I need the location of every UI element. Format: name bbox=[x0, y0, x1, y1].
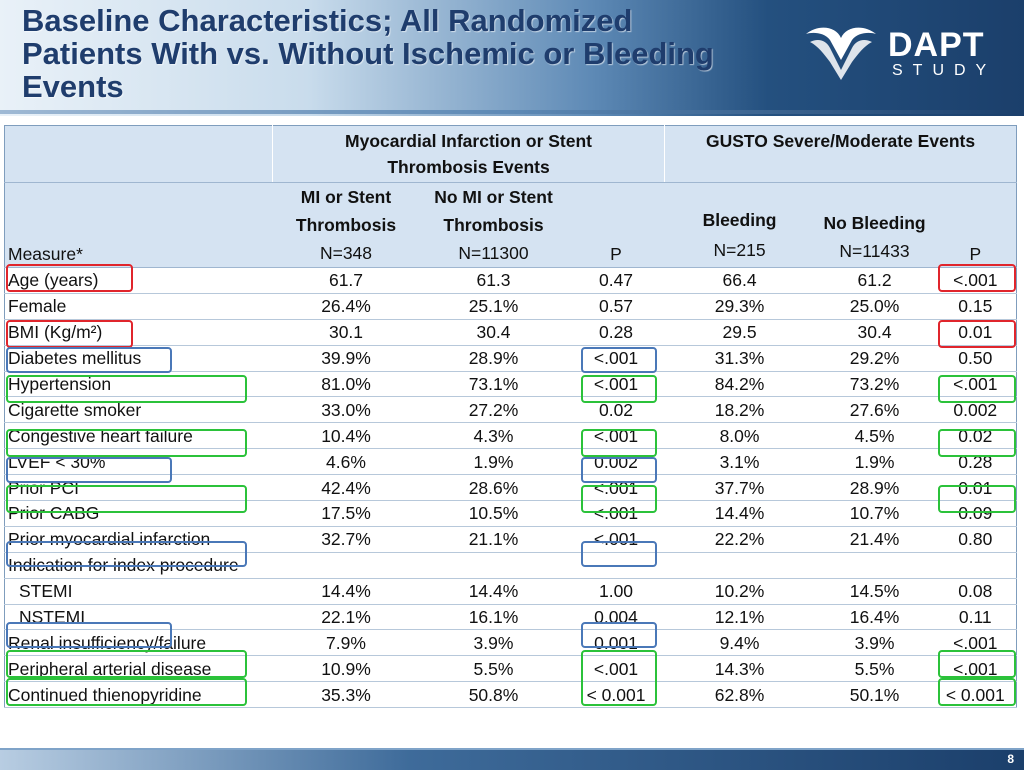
value-cell: 0.15 bbox=[935, 293, 1017, 319]
value-cell: 0.28 bbox=[935, 449, 1017, 475]
value-cell: <.001 bbox=[935, 268, 1017, 294]
value-cell: 9.4% bbox=[665, 630, 815, 656]
value-cell: 32.7% bbox=[273, 526, 420, 552]
table-row bbox=[5, 578, 1017, 604]
value-cell: 0.80 bbox=[935, 526, 1017, 552]
group-header-row bbox=[5, 126, 1017, 183]
page-number: 8 bbox=[1007, 752, 1014, 766]
value-cell: 17.5% bbox=[273, 501, 420, 527]
highlight-green-lvef bbox=[6, 429, 247, 457]
highlight-green-thieno bbox=[6, 678, 247, 706]
value-cell: <.001 bbox=[568, 526, 665, 552]
highlight-green-hypertension-p1 bbox=[581, 375, 657, 403]
value-cell: 29.5 bbox=[665, 319, 815, 345]
measure-cell: Female bbox=[5, 293, 273, 319]
dapt-logo bbox=[800, 22, 1010, 86]
title-line-1: Baseline Characteristics; All Randomized bbox=[22, 3, 633, 38]
measure-cell: Prior myocardial infarction bbox=[5, 526, 273, 552]
value-cell: 16.1% bbox=[420, 604, 568, 630]
highlight-green-peripheral-p2 bbox=[938, 650, 1016, 678]
value-cell: 14.4% bbox=[273, 578, 420, 604]
value-cell: 5.5% bbox=[815, 656, 935, 682]
measure-header: Measure* bbox=[5, 183, 273, 268]
highlight-blue-indication bbox=[6, 541, 247, 567]
value-cell: 0.02 bbox=[568, 397, 665, 423]
value-cell: <.001 bbox=[935, 371, 1017, 397]
value-cell: 37.7% bbox=[665, 475, 815, 501]
value-cell: 3.9% bbox=[815, 630, 935, 656]
slide-footer bbox=[0, 748, 1024, 770]
highlight-blue-indication-p bbox=[581, 541, 657, 567]
gusto-group-header: GUSTO Severe/Moderate Events bbox=[665, 126, 1017, 183]
value-cell: 8.0% bbox=[665, 423, 815, 449]
highlight-green-hypertension-p2 bbox=[938, 375, 1016, 403]
measure-cell: Diabetes mellitus bbox=[5, 345, 273, 371]
value-cell: 18.2% bbox=[665, 397, 815, 423]
value-cell: < 0.001 bbox=[568, 682, 665, 708]
value-cell: 22.2% bbox=[665, 526, 815, 552]
value-cell: 1.00 bbox=[568, 578, 665, 604]
value-cell: 62.8% bbox=[665, 682, 815, 708]
no-bleeding-header bbox=[815, 183, 935, 268]
value-cell: 0.08 bbox=[935, 578, 1017, 604]
measure-cell: Prior PCI bbox=[5, 475, 273, 501]
value-cell: 0.002 bbox=[568, 449, 665, 475]
value-cell: <.001 bbox=[568, 656, 665, 682]
highlight-green-prior-cabg-p1 bbox=[581, 485, 657, 513]
value-cell: 39.9% bbox=[273, 345, 420, 371]
title-line-2: Patients With vs. Without Ischemic or Bleeding bbox=[22, 36, 714, 71]
value-cell: 12.1% bbox=[665, 604, 815, 630]
highlight-green-thieno-p2 bbox=[938, 678, 1016, 706]
value-cell bbox=[815, 552, 935, 578]
dapt-heart-icon bbox=[800, 24, 882, 82]
n-mi-no: N=11300 bbox=[458, 243, 529, 263]
value-cell: 28.9% bbox=[420, 345, 568, 371]
subheader-row bbox=[5, 183, 1017, 268]
value-cell: 0.28 bbox=[568, 319, 665, 345]
value-cell bbox=[420, 552, 568, 578]
value-cell: 50.8% bbox=[420, 682, 568, 708]
value-cell: 0.11 bbox=[935, 604, 1017, 630]
value-cell: 1.9% bbox=[420, 449, 568, 475]
measure-cell: Indication for index procedure bbox=[5, 552, 273, 578]
measure-cell: LVEF < 30% bbox=[5, 449, 273, 475]
value-cell: 3.1% bbox=[665, 449, 815, 475]
value-cell bbox=[273, 552, 420, 578]
value-cell: 14.4% bbox=[665, 501, 815, 527]
value-cell: 61.3 bbox=[420, 268, 568, 294]
value-cell: <.001 bbox=[935, 656, 1017, 682]
table-row bbox=[5, 268, 1017, 294]
measure-cell: STEMI bbox=[5, 578, 273, 604]
characteristics-table bbox=[4, 125, 1017, 708]
value-cell bbox=[665, 552, 815, 578]
highlight-green-thieno-p1 bbox=[581, 650, 657, 706]
value-cell bbox=[935, 552, 1017, 578]
measure-cell: NSTEMI bbox=[5, 604, 273, 630]
measure-cell: Congestive heart failure bbox=[5, 423, 273, 449]
value-cell: <.001 bbox=[568, 475, 665, 501]
value-cell: < 0.001 bbox=[935, 682, 1017, 708]
n-mi-yes: N=348 bbox=[319, 243, 373, 263]
value-cell: 10.7% bbox=[815, 501, 935, 527]
title-line-3: Events bbox=[22, 69, 124, 104]
value-cell: 81.0% bbox=[273, 371, 420, 397]
highlight-green-lvef-p2 bbox=[938, 429, 1016, 457]
measure-cell: Cigarette smoker bbox=[5, 397, 273, 423]
mi-no-header bbox=[420, 183, 568, 268]
value-cell: 16.4% bbox=[815, 604, 935, 630]
value-cell: <.001 bbox=[568, 501, 665, 527]
value-cell: 0.47 bbox=[568, 268, 665, 294]
value-cell: 4.5% bbox=[815, 423, 935, 449]
value-cell: 0.09 bbox=[935, 501, 1017, 527]
highlight-red-age-measure bbox=[6, 264, 133, 292]
value-cell: 21.4% bbox=[815, 526, 935, 552]
highlight-green-peripheral bbox=[6, 650, 247, 678]
value-cell: 33.0% bbox=[273, 397, 420, 423]
value-cell: 29.2% bbox=[815, 345, 935, 371]
mi-yes-header bbox=[273, 183, 420, 268]
measure-cell: BMI (Kg/m²) bbox=[5, 319, 273, 345]
p2-header: P bbox=[935, 183, 1017, 268]
value-cell: 10.9% bbox=[273, 656, 420, 682]
mi-yes-line-1: MI or Stent bbox=[300, 187, 392, 207]
value-cell: 28.6% bbox=[420, 475, 568, 501]
value-cell: 66.4 bbox=[665, 268, 815, 294]
highlight-blue-prior-pci-p bbox=[581, 457, 657, 483]
mi-no-line-1: No MI or Stent bbox=[434, 187, 553, 207]
mi-no-line-2: Thrombosis bbox=[443, 215, 544, 235]
value-cell: 4.6% bbox=[273, 449, 420, 475]
value-cell: 25.1% bbox=[420, 293, 568, 319]
value-cell: 73.1% bbox=[420, 371, 568, 397]
value-cell: <.001 bbox=[568, 371, 665, 397]
highlight-green-lvef-p1 bbox=[581, 429, 657, 457]
table-row bbox=[5, 319, 1017, 345]
value-cell: 0.004 bbox=[568, 604, 665, 630]
value-cell: 25.0% bbox=[815, 293, 935, 319]
measure-cell: Prior CABG bbox=[5, 501, 273, 527]
value-cell: 14.4% bbox=[420, 578, 568, 604]
highlight-green-prior-cabg bbox=[6, 485, 247, 513]
value-cell: 27.6% bbox=[815, 397, 935, 423]
value-cell: <.001 bbox=[568, 345, 665, 371]
value-cell: <.001 bbox=[935, 630, 1017, 656]
highlight-green-hypertension bbox=[6, 375, 247, 403]
value-cell: 27.2% bbox=[420, 397, 568, 423]
value-cell: 0.57 bbox=[568, 293, 665, 319]
value-cell: 30.4 bbox=[420, 319, 568, 345]
value-cell: 0.001 bbox=[568, 630, 665, 656]
highlight-blue-renal-p bbox=[581, 622, 657, 648]
value-cell: 30.4 bbox=[815, 319, 935, 345]
value-cell: 26.4% bbox=[273, 293, 420, 319]
value-cell: 0.002 bbox=[935, 397, 1017, 423]
value-cell: 10.4% bbox=[273, 423, 420, 449]
value-cell: 73.2% bbox=[815, 371, 935, 397]
slide-title bbox=[22, 4, 782, 103]
highlight-red-bmi-p bbox=[938, 320, 1016, 348]
value-cell: 14.5% bbox=[815, 578, 935, 604]
value-cell: 50.1% bbox=[815, 682, 935, 708]
measure-cell: Peripheral arterial disease bbox=[5, 656, 273, 682]
header-divider bbox=[0, 110, 1024, 114]
value-cell: 10.2% bbox=[665, 578, 815, 604]
highlight-blue-renal bbox=[6, 622, 172, 648]
measure-cell: Renal insufficiency/failure bbox=[5, 630, 273, 656]
value-cell: 4.3% bbox=[420, 423, 568, 449]
value-cell: <.001 bbox=[568, 423, 665, 449]
highlight-blue-diabetes-p bbox=[581, 347, 657, 373]
mi-yes-line-2: Thrombosis bbox=[295, 215, 397, 235]
no-bleeding-label: No Bleeding bbox=[823, 213, 926, 233]
value-cell: 61.2 bbox=[815, 268, 935, 294]
value-cell: 42.4% bbox=[273, 475, 420, 501]
highlight-blue-diabetes bbox=[6, 347, 172, 373]
value-cell: 22.1% bbox=[273, 604, 420, 630]
highlight-green-prior-cabg-p2 bbox=[938, 485, 1016, 513]
value-cell: 7.9% bbox=[273, 630, 420, 656]
baseline-table bbox=[4, 125, 1016, 708]
bleeding-label: Bleeding bbox=[702, 210, 777, 230]
blank-header-cell bbox=[5, 126, 273, 183]
value-cell: 0.01 bbox=[935, 319, 1017, 345]
measure-cell: Hypertension bbox=[5, 371, 273, 397]
value-cell: 0.02 bbox=[935, 423, 1017, 449]
value-cell: 29.3% bbox=[665, 293, 815, 319]
p1-header: P bbox=[568, 183, 665, 268]
value-cell: 35.3% bbox=[273, 682, 420, 708]
n-bleed: N=215 bbox=[713, 240, 766, 260]
value-cell: 21.1% bbox=[420, 526, 568, 552]
value-cell: 14.3% bbox=[665, 656, 815, 682]
n-no-bleed: N=11433 bbox=[839, 241, 910, 261]
mi-group-header: Myocardial Infarction or Stent Thrombosis Events bbox=[273, 126, 665, 183]
table-row bbox=[5, 293, 1017, 319]
value-cell: 30.1 bbox=[273, 319, 420, 345]
value-cell: 3.9% bbox=[420, 630, 568, 656]
value-cell: 28.9% bbox=[815, 475, 935, 501]
highlight-blue-prior-pci bbox=[6, 457, 172, 483]
value-cell: 1.9% bbox=[815, 449, 935, 475]
value-cell: 0.50 bbox=[935, 345, 1017, 371]
highlight-red-bmi-measure bbox=[6, 320, 133, 348]
value-cell: 5.5% bbox=[420, 656, 568, 682]
measure-cell: Continued thienopyridine bbox=[5, 682, 273, 708]
highlight-red-age-p bbox=[938, 264, 1016, 292]
bleeding-header bbox=[665, 183, 815, 268]
logo-word: DAPT bbox=[888, 26, 985, 64]
value-cell: 61.7 bbox=[273, 268, 420, 294]
value-cell: 10.5% bbox=[420, 501, 568, 527]
value-cell: 0.01 bbox=[935, 475, 1017, 501]
logo-subtitle: STUDY bbox=[892, 62, 997, 79]
measure-cell: Age (years) bbox=[5, 268, 273, 294]
value-cell: 84.2% bbox=[665, 371, 815, 397]
value-cell: 31.3% bbox=[665, 345, 815, 371]
